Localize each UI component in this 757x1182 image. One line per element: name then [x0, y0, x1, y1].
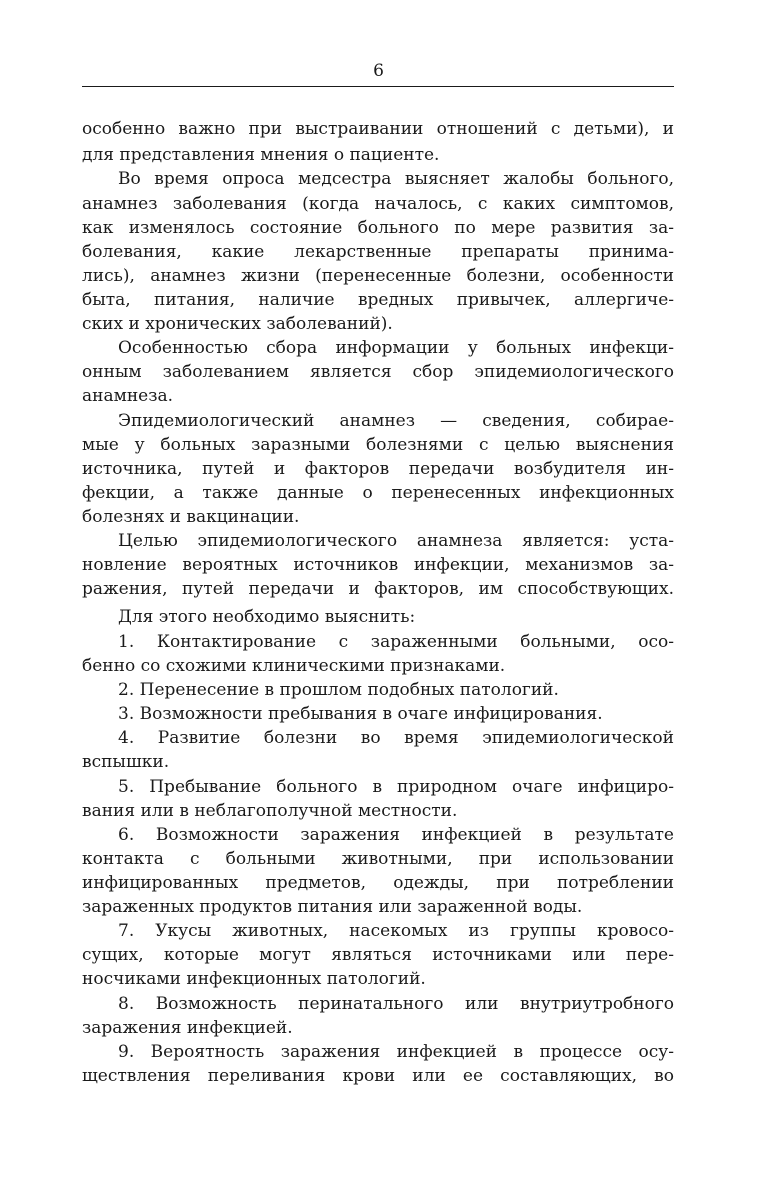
list-item-line: инфицированных предметов, одежды, при потреблении — [82, 873, 674, 893]
text-line: мые у больных заразными болезнями с целью выяснения — [82, 435, 674, 455]
list-item-line: 1. Контактирование с зараженными больными, осо- — [118, 632, 674, 652]
list-item-line: 4. Развитие болезни во время эпидемиологической — [118, 728, 674, 748]
list-item-line: бенно со схожими клиническими признаками. — [82, 656, 506, 676]
text-line: Во время опроса медсестра выясняет жалобы больного, — [118, 169, 674, 189]
list-item-line: заражения инфекцией. — [82, 1018, 293, 1038]
list-item-line: 7. Укусы животных, насекомых из группы кровосо- — [118, 921, 674, 941]
text-line: ских и хронических заболеваний). — [82, 314, 393, 334]
text-line: фекции, а также данные о перенесенных инфекционных — [82, 483, 674, 503]
text-line: Целью эпидемиологического анамнеза является: уста- — [118, 531, 674, 551]
text-line: Особенностью сбора информации у больных инфекци- — [118, 338, 674, 358]
text-line: анамнез заболевания (когда началось, с каких симптомов, — [82, 194, 674, 214]
text-line: источника, путей и факторов передачи возбудителя ин- — [82, 459, 674, 479]
list-item-line: зараженных продуктов питания или зараженной воды. — [82, 897, 583, 917]
list-item-line: 5. Пребывание больного в природном очаге инфициро- — [118, 777, 674, 797]
list-item-line: 8. Возможность перинатального или внутриутробного — [118, 994, 674, 1014]
text-line: для представления мнения о пациенте. — [82, 145, 440, 165]
text-line: новление вероятных источников инфекции, механизмов за- — [82, 555, 674, 575]
text-line: онным заболеванием является сбор эпидемиологического — [82, 362, 674, 382]
list-item-line: 2. Перенесение в прошлом подобных патологий. — [118, 680, 559, 700]
list-item-line: контакта с больными животными, при использовании — [82, 849, 674, 869]
text-line: болевания, какие лекарственные препараты принима- — [82, 242, 674, 262]
list-item-line: носчиками инфекционных патологий. — [82, 969, 426, 989]
text-line: Для этого необходимо выяснить: — [118, 607, 416, 627]
list-item-line: сущих, которые могут являться источниками или пере- — [82, 945, 674, 965]
list-item-line: вспышки. — [82, 752, 170, 772]
text-line: быта, питания, наличие вредных привычек, аллергиче- — [82, 290, 674, 310]
text-line: Эпидемиологический анамнез — сведения, собирае- — [118, 411, 674, 431]
text-line: ражения, путей передачи и факторов, им способствующих. — [82, 579, 674, 599]
text-line: как изменялось состояние больного по мере развития за- — [82, 218, 674, 238]
text-line: анамнеза. — [82, 386, 174, 406]
header-rule — [82, 86, 674, 87]
list-item-line: 6. Возможности заражения инфекцией в результате — [118, 825, 674, 845]
text-line: лись), анамнез жизни (перенесенные болезни, особенности — [82, 266, 674, 286]
list-item-line: вания или в неблагополучной местности. — [82, 801, 458, 821]
list-item-line: 3. Возможности пребывания в очаге инфицирования. — [118, 704, 603, 724]
list-item-line: ществления переливания крови или ее составляющих, во — [82, 1066, 674, 1086]
text-line: особенно важно при выстраивании отношений с детьми), и — [82, 119, 674, 139]
page-number: 6 — [373, 61, 384, 81]
text-line: болезнях и вакцинации. — [82, 507, 300, 527]
list-item-line: 9. Вероятность заражения инфекцией в процессе осу- — [118, 1042, 674, 1062]
